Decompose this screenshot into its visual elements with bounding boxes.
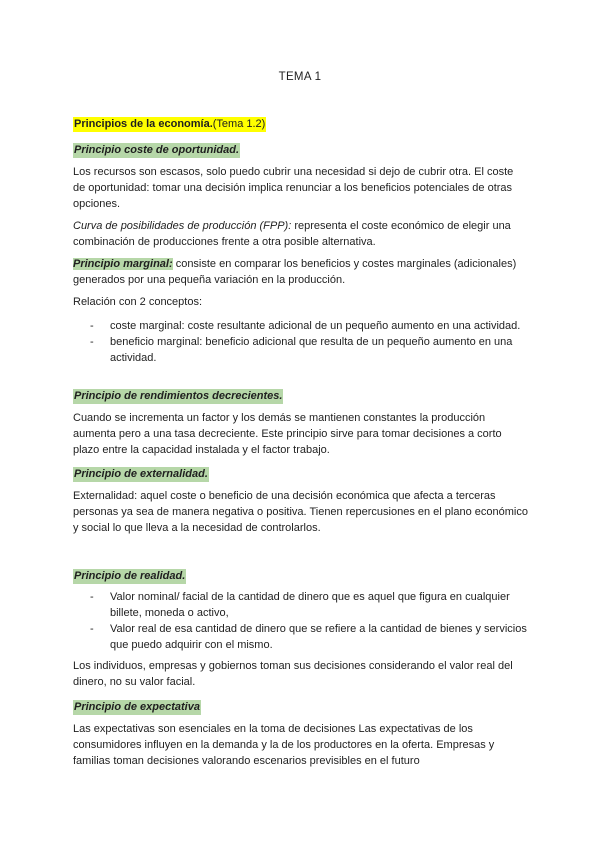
list-item: - Valor nominal/ facial de la cantidad de dinero que es aquel que figura en cualquier billete, moneda o activo, <box>90 591 510 619</box>
marginal-list <box>73 318 528 366</box>
section-heading: Principio de externalidad. <box>74 468 208 480</box>
relacion-line <box>73 294 528 310</box>
intro-heading-row <box>73 114 528 132</box>
section-heading: Principio marginal: <box>73 258 173 270</box>
page-title: TEMA 1 <box>278 71 322 83</box>
section-coste-oportunidad-body <box>73 164 528 212</box>
paragraph: Externalidad: aquel coste o beneficio de una decisión económica que afecta a terceras personas ya sea de manera negativa o positiva. Tienen repercusiones en el plano económico y social lo que lleva a la necesidad de controlarlos. <box>73 490 528 534</box>
section-heading: Principio de realidad. <box>74 570 186 582</box>
section-heading: Principio de expectativa <box>74 701 200 713</box>
section-heading: Principio coste de oportunidad. <box>74 144 240 156</box>
paragraph: Los recursos son escasos, solo puedo cubrir una necesidad si dejo de cubrir otra. El coste de oportunidad: tomar una decisión implica renunciar a los beneficios potenciales de otras opciones. <box>73 166 514 210</box>
list-item: - coste marginal: coste resultante adicional de un pequeño aumento en una actividad. <box>90 320 521 332</box>
section-heading: Principio de rendimientos decrecientes. <box>74 390 283 402</box>
dash-bullet: - <box>90 591 94 603</box>
dash-bullet: - <box>90 320 94 332</box>
paragraph: Los individuos, empresas y gobiernos toman sus decisiones considerando el valor real del dinero, no su valor facial. <box>73 660 513 688</box>
fpp-paragraph <box>73 218 528 250</box>
realidad-list <box>73 589 528 653</box>
section-marginal <box>73 256 528 288</box>
section-expectativa-body <box>73 721 528 769</box>
list-item: - beneficio marginal: beneficio adicional que resulta de un pequeño aumento en una actividad. <box>90 336 513 364</box>
dash-bullet: - <box>90 336 94 348</box>
paragraph: Las expectativas son esenciales en la toma de decisiones Las expectativas de los consumidores influyen en la demanda y la de los productores en la oferta. Empresas y familias toman decisiones valorando escenarios previsibles en el futuro <box>73 723 495 767</box>
section-expectativa-heading-row <box>73 697 528 715</box>
paragraph: Cuando se incrementa un factor y los demás se mantienen constantes la producción aumenta pero a una tasa decreciente. Este principio sirve para tomar decisiones a corto plazo entre la capacidad instalada y el factor trabajo. <box>73 412 502 456</box>
section-realidad-heading-row <box>73 566 528 584</box>
intro-ref: (Tema 1.2) <box>212 118 266 130</box>
fpp-label: Curva de posibilidades de producción (FPP): <box>73 220 292 232</box>
section-rendimientos-heading-row <box>73 386 528 404</box>
dash-bullet: - <box>90 623 94 635</box>
section-coste-oportunidad-heading-row <box>73 140 528 158</box>
section-externalidad-heading-row <box>73 464 528 482</box>
section-rendimientos-body <box>73 410 528 458</box>
section-externalidad-body <box>73 488 528 536</box>
list-item: - Valor real de esa cantidad de dinero que se refiere a la cantidad de bienes y servicios que puedo adquirir con el mismo. <box>90 623 527 651</box>
intro-heading-highlight <box>73 117 266 132</box>
section-realidad-body <box>73 658 528 690</box>
intro-heading: Principios de la economía. <box>74 118 213 130</box>
fpp-text: representa el coste económico de elegir una combinación de producciones frente a otra posible alternativa. <box>73 220 511 248</box>
relacion-text: Relación con 2 conceptos: <box>73 296 203 308</box>
marginal-text: consiste en comparar los beneficios y costes marginales (adicionales) generados por una pequeña variación en la producción. <box>73 258 517 286</box>
